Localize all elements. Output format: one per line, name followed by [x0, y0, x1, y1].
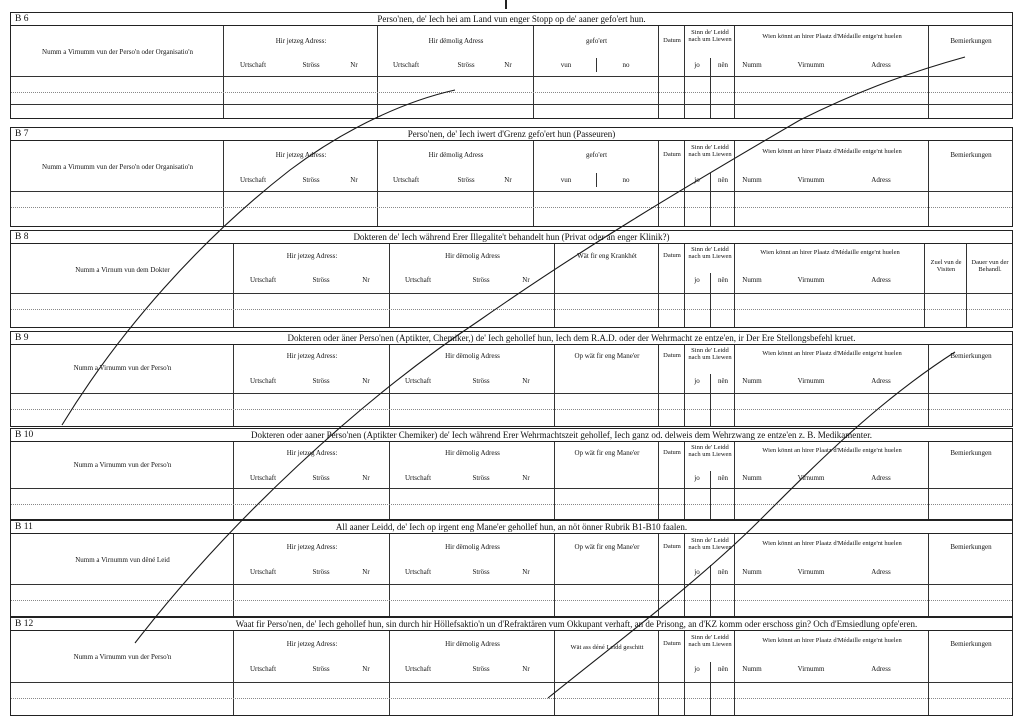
- section-b10: [10, 428, 1013, 520]
- street-label: Ströss: [312, 377, 330, 385]
- place-label: Urtschaft: [249, 568, 277, 576]
- nr-label: Nr: [362, 665, 370, 673]
- medal-header: Wien könnt an hirer Plaatz d'Médaille entge'nt huelen: [762, 33, 902, 40]
- no-label: nën: [717, 377, 729, 385]
- name-header: Numm a Virnumm vun der Perso'n: [73, 461, 172, 469]
- section-title-bar: [11, 332, 1012, 345]
- medal-address-label: Adress: [871, 61, 891, 69]
- remarks-header: Bemierkungen: [950, 449, 992, 457]
- medal-name-label: Numm: [742, 176, 762, 184]
- medal-address-label: Adress: [871, 568, 891, 576]
- alive-divider: [710, 565, 711, 616]
- from-label: vun: [560, 61, 572, 69]
- nr-label: Nr: [522, 276, 530, 284]
- place-label: Urtschaft: [404, 665, 432, 673]
- header-bottom-line: [11, 584, 1012, 585]
- no-label: nën: [717, 665, 729, 673]
- manner-header: Op wät fir eng Mane'er: [574, 449, 640, 457]
- section-code: B 12: [15, 619, 34, 629]
- no-label: nën: [717, 474, 729, 482]
- nr-label: Nr: [522, 474, 530, 482]
- nr-label: Nr: [350, 61, 358, 69]
- medal-header: Wien könnt an hirer Plaatz d'Médaille entge'nt huelen: [762, 350, 902, 357]
- section-title-bar: [11, 618, 1012, 631]
- alive-header: Sinn de' Leidd nach um Liewen: [688, 634, 732, 648]
- yes-label: jo: [694, 568, 700, 576]
- place-label: Urtschaft: [404, 377, 432, 385]
- alive-header: Sinn de' Leidd nach um Liewen: [688, 444, 732, 458]
- section-code: B 6: [15, 14, 29, 24]
- place-label: Urtschaft: [392, 61, 420, 69]
- name-header: Numm a Virnumm vun der Perso'n: [73, 364, 172, 372]
- alive-header: Sinn de' Leidd nach um Liewen: [688, 29, 732, 43]
- place-label: Urtschaft: [239, 61, 267, 69]
- to-label: no: [622, 61, 630, 69]
- remarks-header: Bemierkungen: [950, 640, 992, 648]
- alive-divider: [710, 173, 711, 226]
- yes-label: jo: [694, 61, 700, 69]
- street-label: Ströss: [312, 276, 330, 284]
- row-line: [11, 504, 1012, 505]
- header-bottom-line: [11, 682, 1012, 683]
- date-header: Datum: [663, 449, 681, 456]
- header-bottom-line: [11, 293, 1012, 294]
- guided-divider: [596, 173, 597, 187]
- medal-name-label: Numm: [742, 276, 762, 284]
- place-label: Urtschaft: [249, 474, 277, 482]
- section-b8: [10, 230, 1013, 328]
- header-bottom-line: [11, 393, 1012, 394]
- date-header: Datum: [663, 352, 681, 359]
- row-line: [11, 104, 1012, 105]
- section-title-bar: [11, 13, 1012, 26]
- yes-label: jo: [694, 276, 700, 284]
- illness-header: Wät fir eng Krankhét: [577, 252, 637, 260]
- row-line: [11, 409, 1012, 410]
- col-medal: [735, 244, 925, 327]
- nr-label: Nr: [350, 176, 358, 184]
- yes-label: jo: [694, 474, 700, 482]
- medal-header: Wien könnt an hirer Plaatz d'Médaille entge'nt huelen: [762, 540, 902, 547]
- medal-address-label: Adress: [871, 176, 891, 184]
- name-header: Numm a Virnumm vun der Perso'n oder Organisatio'n: [42, 48, 193, 56]
- section-b6: [10, 12, 1013, 119]
- col-name: [11, 631, 234, 715]
- section-title: Perso'nen, de' Iech hei am Land vun enger Stopp op de' aaner gefo'ert hun.: [377, 14, 646, 24]
- medal-name-label: Numm: [742, 665, 762, 673]
- no-label: nën: [717, 276, 729, 284]
- medal-header: Wien könnt an hirer Plaatz d'Médaille entge'nt huelen: [762, 637, 902, 644]
- nr-label: Nr: [522, 665, 530, 673]
- street-label: Ströss: [312, 665, 330, 673]
- section-b9: [10, 331, 1013, 427]
- street-label: Ströss: [302, 61, 320, 69]
- section-b12: [10, 617, 1013, 716]
- manner-header: Op wät fir eng Mane'er: [574, 352, 640, 360]
- place-label: Urtschaft: [404, 474, 432, 482]
- medal-firstname-label: Virnumm: [797, 377, 825, 385]
- medal-firstname-label: Virnumm: [797, 176, 825, 184]
- top-tick-mark: [505, 0, 507, 9]
- place-label: Urtschaft: [404, 276, 432, 284]
- section-code: B 10: [15, 430, 34, 440]
- street-label: Ströss: [457, 176, 475, 184]
- street-label: Ströss: [472, 474, 490, 482]
- nr-label: Nr: [362, 474, 370, 482]
- section-title-bar: [11, 429, 1012, 442]
- current-address-header: Hir jetzeg Adress:: [286, 449, 338, 457]
- place-label: Urtschaft: [249, 276, 277, 284]
- street-label: Ströss: [472, 377, 490, 385]
- date-header: Datum: [663, 252, 681, 259]
- section-title-bar: [11, 521, 1012, 534]
- col-name: [11, 534, 234, 616]
- visits-header: Zuel vun de Visiten: [930, 259, 962, 273]
- medal-name-label: Numm: [742, 568, 762, 576]
- col-duration: [967, 244, 1013, 327]
- medal-firstname-label: Virnumm: [797, 665, 825, 673]
- section-title: Dokteren oder äner Perso'nen (Aptikter, Chemiker,) de' Iech gehollef hun, Iech dem R.A.D. oder der Wehrmacht ze entze'en, ir Der Ere Stellongsbefehl kruet.: [287, 333, 856, 343]
- medal-name-label: Numm: [742, 474, 762, 482]
- col-name: [11, 442, 234, 519]
- row-line: [11, 698, 1012, 699]
- place-label: Urtschaft: [404, 568, 432, 576]
- section-title: Dokteren de' Iech während Erer Illegalite't behandelt hun (Privat oder an enger Klinik?): [353, 232, 670, 242]
- from-label: vun: [560, 176, 572, 184]
- current-address-header: Hir jetzeg Adress:: [286, 352, 338, 360]
- medal-address-label: Adress: [871, 377, 891, 385]
- alive-header: Sinn de' Leidd nach um Liewen: [688, 347, 732, 361]
- nr-label: Nr: [504, 61, 512, 69]
- section-title: Perso'nen, de' Iech iwert d'Grenz gefo'ert hun (Passeuren): [407, 129, 616, 139]
- date-header: Datum: [663, 37, 681, 44]
- street-label: Ströss: [472, 665, 490, 673]
- medal-firstname-label: Virnumm: [797, 568, 825, 576]
- yes-label: jo: [694, 665, 700, 673]
- former-address-header: Hir dëmolig Adress: [428, 37, 484, 45]
- place-label: Urtschaft: [392, 176, 420, 184]
- date-header: Datum: [663, 151, 681, 158]
- section-b11: [10, 520, 1013, 617]
- name-header: Numm a Virnumm vun der Perso'n: [73, 653, 172, 661]
- col-name: [11, 345, 234, 426]
- name-header: Numm a Virnum vun dem Dokter: [75, 266, 170, 274]
- row-line: [11, 309, 1012, 310]
- no-label: nën: [717, 568, 729, 576]
- row-line: [11, 600, 1012, 601]
- place-label: Urtschaft: [249, 665, 277, 673]
- row-line: [11, 207, 1012, 208]
- col-visits: [925, 244, 967, 327]
- alive-header: Sinn de' Leidd nach um Liewen: [688, 537, 732, 551]
- medal-header: Wien könnt an hirer Plaatz d'Médaille entge'nt huelen: [760, 249, 900, 256]
- street-label: Ströss: [302, 176, 320, 184]
- place-label: Urtschaft: [239, 176, 267, 184]
- medal-firstname-label: Virnumm: [797, 474, 825, 482]
- section-title: Waat fir Perso'nen, de' Iech gehollef hun, sin durch hir Höllefsaktio'n un d'Refraktären vum Okkupant verhaft, an de Prisong, an d'KZ komm oder erschoss gin? Och d'Emsiedlung opfe'eren.: [235, 619, 918, 629]
- remarks-header: Bemierkungen: [950, 352, 992, 360]
- nr-label: Nr: [522, 568, 530, 576]
- name-header: Numm a Virnumm vun dëné Leid: [75, 556, 170, 564]
- nr-label: Nr: [362, 568, 370, 576]
- section-code: B 7: [15, 129, 29, 139]
- alive-divider: [710, 374, 711, 426]
- remarks-header: Bemierkungen: [950, 151, 992, 159]
- medal-name-label: Numm: [742, 377, 762, 385]
- header-bottom-line: [11, 191, 1012, 192]
- street-label: Ströss: [472, 276, 490, 284]
- section-code: B 8: [15, 232, 29, 242]
- section-title: Dokteren oder aaner Perso'nen (Aptikter Chemiker) de' Iech während Erer Wehrmachtszeit gehollef, Iech ganz od. delweis dem Wehrzwang ze entze'en z. B. Medikamenter.: [250, 430, 873, 440]
- date-header: Datum: [663, 543, 681, 550]
- former-address-header: Hir dëmolig Adress: [445, 449, 500, 457]
- guided-header: gefo'ert: [585, 151, 608, 159]
- alive-divider: [710, 471, 711, 519]
- remarks-header: Bemierkungen: [950, 37, 992, 45]
- medal-firstname-label: Virnumm: [797, 61, 825, 69]
- duration-header: Dauer vun der Behandl.: [971, 259, 1009, 273]
- current-address-header: Hir jetzeg Adress:: [286, 640, 338, 648]
- medal-address-label: Adress: [871, 276, 891, 284]
- nr-label: Nr: [504, 176, 512, 184]
- street-label: Ströss: [457, 61, 475, 69]
- header-bottom-line: [11, 488, 1012, 489]
- alive-divider: [710, 58, 711, 118]
- section-b7: [10, 127, 1013, 227]
- alive-header: Sinn de' Leidd nach um Liewen: [688, 144, 732, 158]
- current-address-header: Hir jetzeg Adress:: [275, 37, 327, 45]
- manner-header: Op wät fir eng Mane'er: [574, 543, 640, 551]
- current-address-header: Hir jetzeg Adress:: [286, 543, 338, 551]
- former-address-header: Hir dëmolig Adress: [445, 352, 500, 360]
- col-medal: [735, 345, 929, 426]
- section-code: B 11: [15, 522, 33, 532]
- former-address-header: Hir dëmolig Adress: [428, 151, 484, 159]
- name-header: Numm a Virnumm vun der Perso'n oder Organisatio'n: [42, 163, 193, 171]
- street-label: Ströss: [472, 568, 490, 576]
- former-address-header: Hir dëmolig Adress: [445, 252, 500, 260]
- what-happened-header: Wät ass déné Leidd geschitt: [570, 644, 644, 651]
- col-name: [11, 141, 224, 226]
- former-address-header: Hir dëmolig Adress: [445, 640, 500, 648]
- remarks-header: Bemierkungen: [950, 543, 992, 551]
- street-label: Ströss: [312, 474, 330, 482]
- section-title: All aaner Leidd, de' Iech op irgent eng Mane'er gehollef hun, an nöt önner Rubrik B1-B10 faalen.: [335, 522, 688, 532]
- alive-divider: [710, 662, 711, 715]
- medal-address-label: Adress: [871, 665, 891, 673]
- former-address-header: Hir dëmolig Adress: [445, 543, 500, 551]
- section-code: B 9: [15, 333, 29, 343]
- section-title-bar: [11, 231, 1012, 244]
- to-label: no: [622, 176, 630, 184]
- street-label: Ströss: [312, 568, 330, 576]
- yes-label: jo: [694, 176, 700, 184]
- nr-label: Nr: [522, 377, 530, 385]
- alive-divider: [710, 273, 711, 327]
- date-header: Datum: [663, 640, 681, 647]
- col-name: [11, 244, 234, 327]
- nr-label: Nr: [362, 276, 370, 284]
- medal-header: Wien könnt an hirer Plaatz d'Médaille entge'nt huelen: [762, 148, 902, 155]
- alive-header: Sinn de' Leidd nach um Liewen: [688, 246, 732, 260]
- medal-name-label: Numm: [742, 61, 762, 69]
- guided-divider: [596, 58, 597, 72]
- medal-header: Wien könnt an hirer Plaatz d'Médaille entge'nt huelen: [762, 447, 902, 454]
- medal-firstname-label: Virnumm: [797, 276, 825, 284]
- current-address-header: Hir jetzeg Adress:: [286, 252, 338, 260]
- current-address-header: Hir jetzeg Adress:: [275, 151, 327, 159]
- header-bottom-line: [11, 76, 1012, 77]
- no-label: nën: [717, 61, 729, 69]
- guided-header: gefo'ert: [585, 37, 608, 45]
- no-label: nën: [717, 176, 729, 184]
- row-line: [11, 92, 1012, 93]
- section-title-bar: [11, 128, 1012, 141]
- nr-label: Nr: [362, 377, 370, 385]
- place-label: Urtschaft: [249, 377, 277, 385]
- yes-label: jo: [694, 377, 700, 385]
- medal-address-label: Adress: [871, 474, 891, 482]
